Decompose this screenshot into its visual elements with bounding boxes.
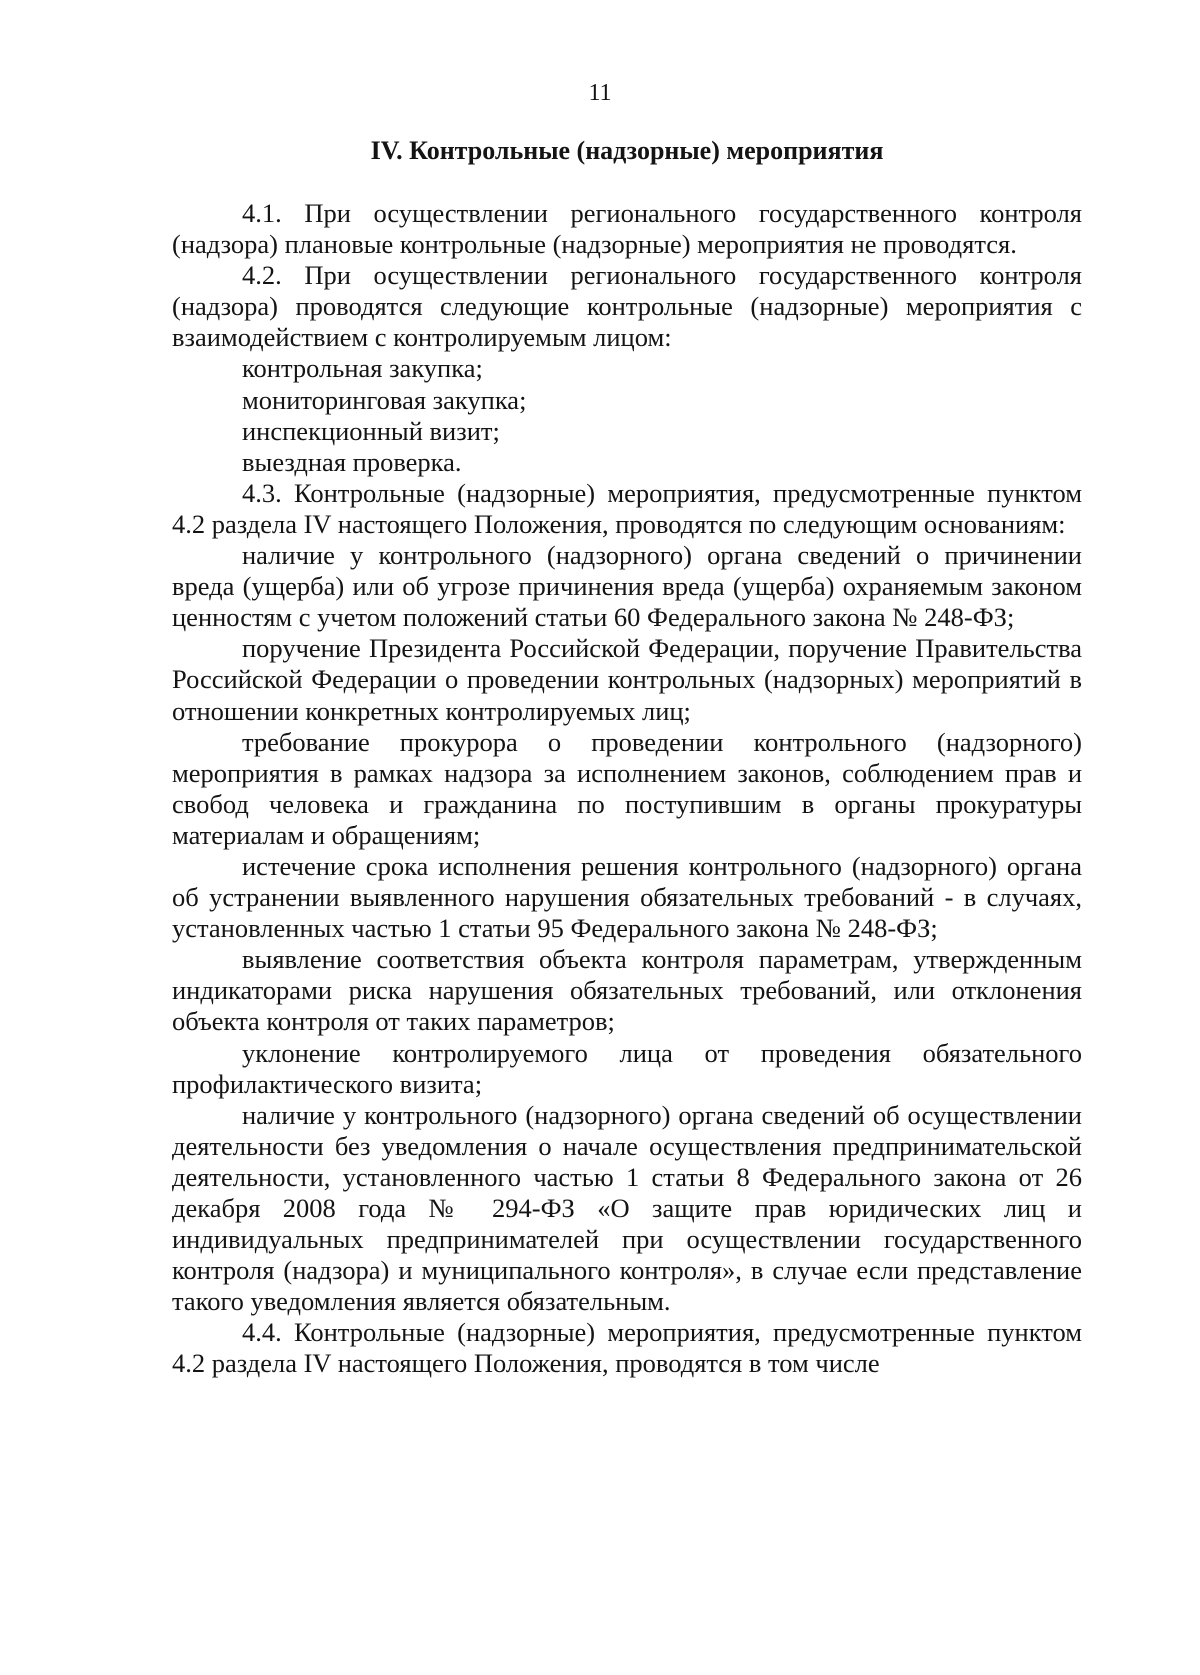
page-number: 11 — [588, 80, 612, 106]
list-item-field-inspection: выездная проверка. — [242, 446, 462, 477]
list-item-control-purchase: контрольная закупка; — [242, 353, 483, 384]
section-title: IV. Контрольные (надзорные) мероприятия — [370, 136, 884, 165]
ground-no-notification: наличие у контрольного (надзорного) органа сведений об осуществлении деятельности без уведомления о начале осуществления предпринимательской деятельности, установленного частью 1 статьи 8 Федерального закона от 26 декабря 2008 года № 294-ФЗ «О защите прав юридических лиц и индивидуальных предпринимателей при осуществлении государственного контроля (надзора) и муниципального контроля», в случае если представление такого уведомления является обязательным. — [172, 1099, 1082, 1317]
ground-prosecutor-demand: требование прокурора о проведении контрольного (надзорного) мероприятия в рамках надзора за исполнением законов, соблюдением прав и свобод человека и гражданина по поступившим в органы прокуратуры материалам и обращениям; — [172, 726, 1082, 850]
ground-risk-indicators: выявление соответствия объекта контроля параметрам, утвержденным индикаторами риска нарушения обязательных требований, или отклонения объекта контроля от таких параметров; — [172, 944, 1082, 1037]
list-item-monitoring-purchase: мониторинговая закупка; — [242, 384, 527, 415]
ground-deadline-expiry: истечение срока исполнения решения контрольного (надзорного) органа об устранении выявленного нарушения обязательных требований - в случаях, установленных частью 1 статьи 95 Федерального закона № 248-ФЗ; — [172, 850, 1082, 944]
paragraph-4-2: 4.2. При осуществлении регионального государственного контроля (надзора) проводятся следующие контрольные (надзорные) мероприятия с взаимодействием с контролируемым лицом: — [172, 260, 1082, 353]
document-body — [172, 198, 1082, 1380]
ground-visit-evasion: уклонение контролируемого лица от проведения обязательного профилактического визита; — [172, 1037, 1082, 1099]
paragraph-4-3: 4.3. Контрольные (надзорные) мероприятия, предусмотренные пунктом 4.2 раздела IV настоящего Положения, проводятся по следующим основаниям: — [172, 477, 1082, 539]
list-item-inspection-visit: инспекционный визит; — [242, 415, 500, 446]
ground-president-order: поручение Президента Российской Федерации, поручение Правительства Российской Федерации о проведении контрольных (надзорных) мероприятий в отношении конкретных контролируемых лиц; — [172, 633, 1082, 726]
paragraph-4-1: 4.1. При осуществлении регионального государственного контроля (надзора) плановые контрольные (надзорные) мероприятия не проводятся. — [172, 198, 1082, 260]
ground-harm-information: наличие у контрольного (надзорного) органа сведений о причинении вреда (ущерба) или об угрозе причинения вреда (ущерба) охраняемым законом ценностям с учетом положений статьи 60 Федерального закона № 248-ФЗ; — [172, 540, 1082, 633]
paragraph-4-4: 4.4. Контрольные (надзорные) мероприятия, предусмотренные пунктом 4.2 раздела IV настоящего Положения, проводятся в том числе — [172, 1317, 1082, 1379]
